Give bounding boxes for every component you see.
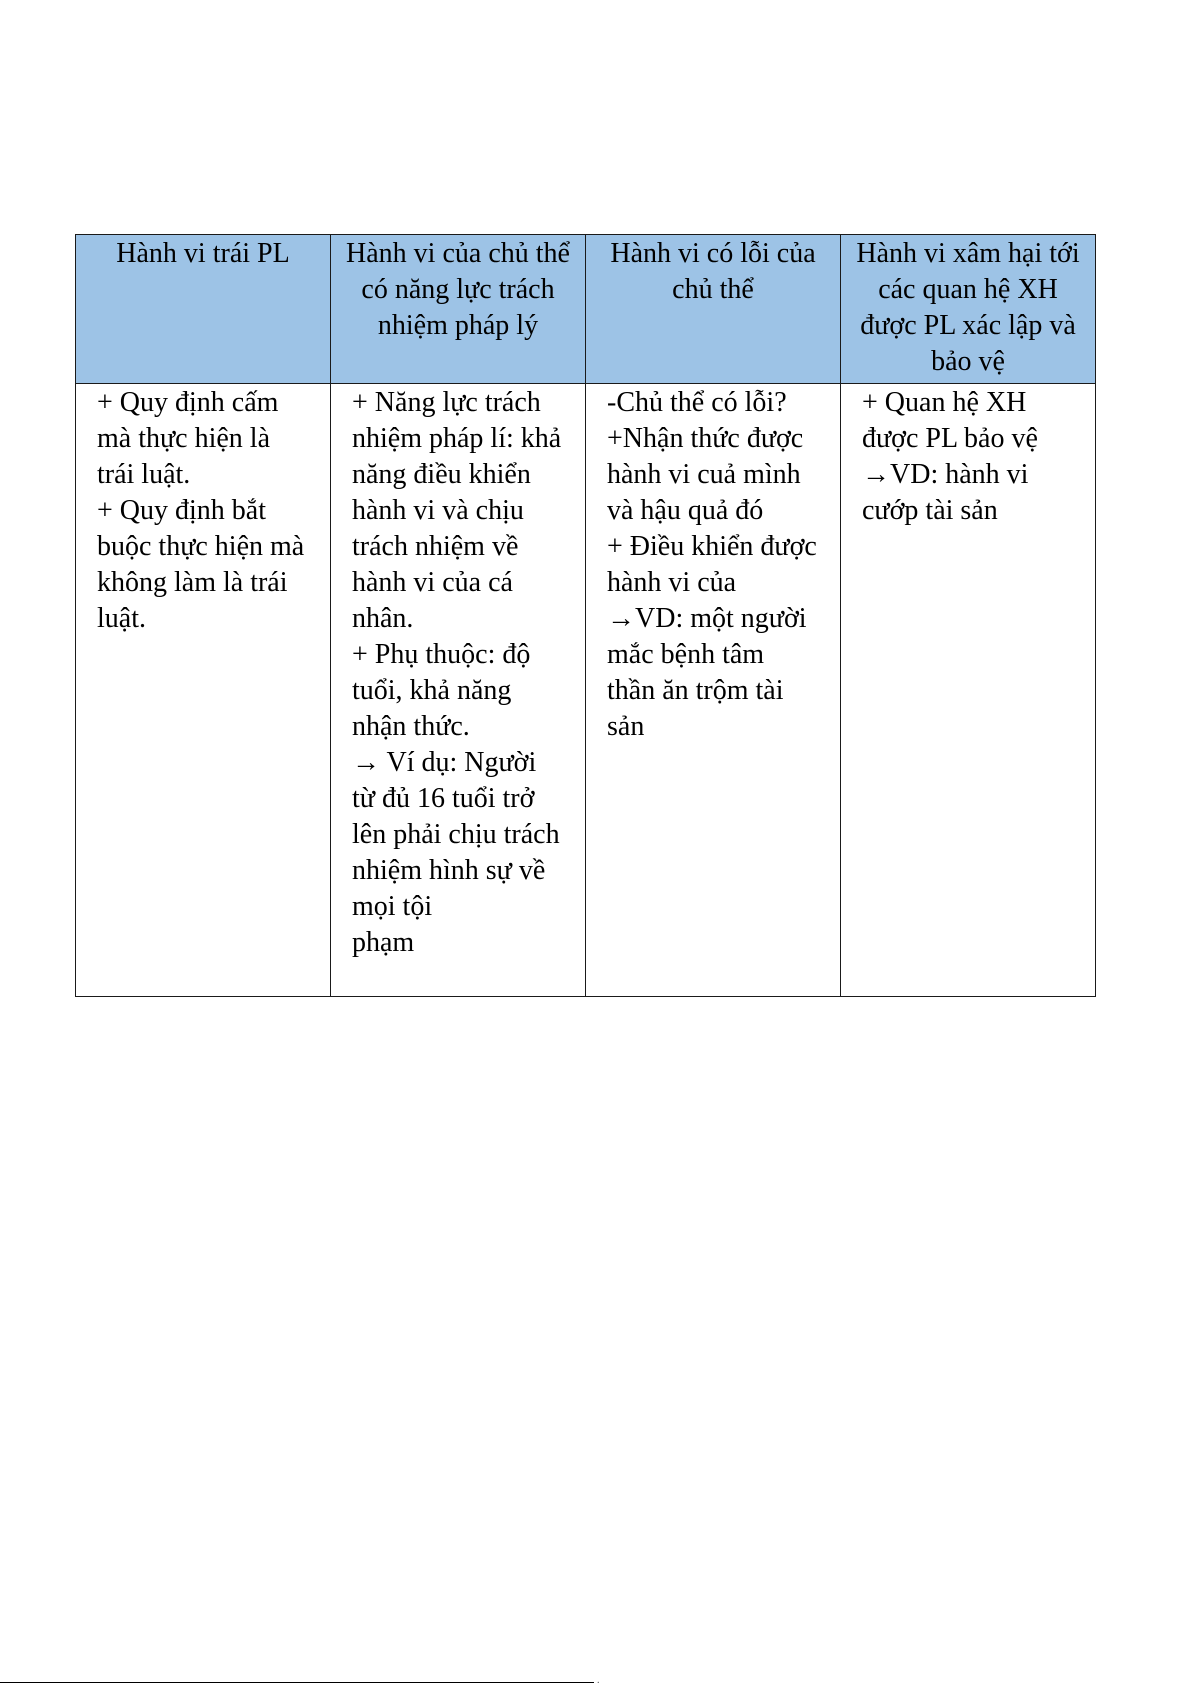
cell-text-line: -Chủ thể có lỗi? [607,387,787,418]
cell-text-line: và hậu quả đó [607,495,764,526]
body-cell-infringement [841,384,1096,997]
cell-text-line: + Quy định bắt [97,495,266,526]
cell-text-line: + Năng lực trách [352,387,541,418]
header-cell-illegal-act: Hành vi trái PL [76,235,331,384]
cell-text-line: trái luật. [97,459,191,490]
header-cell-infringement: Hành vi xâm hại tới các quan hệ XH được PL xác lập và bảo vệ [841,235,1096,384]
cell-text-line: nhận thức. [352,711,470,742]
cell-text-line: + Quan hệ XH [862,387,1027,418]
cell-text-line: mọi tội [352,891,433,922]
cell-text-line: hành vi của cá [352,567,513,598]
cell-text-line: được PL bảo vệ [862,423,1038,454]
cell-text-line: trách nhiệm về [352,531,519,562]
footer-mark: . [597,1675,600,1686]
footnote-separator-line [0,1682,594,1683]
cell-text-line: + Quy định cấm [97,387,279,418]
cell-text-line: hành vi của [607,567,737,598]
body-cell-fault [586,384,841,997]
body-cell-illegal-act [76,384,331,997]
cell-text-line: năng điều khiển [352,459,531,490]
header-cell-legal-capacity: Hành vi của chủ thể có năng lực trách nhiệm pháp lý [331,235,586,384]
cell-text-line: mắc bệnh tâm [607,639,765,670]
cell-text-line: luật. [97,603,146,634]
cell-text-line: không làm là trái [97,567,288,598]
cell-text-line: hành vi và chịu [352,495,524,526]
cell-text-line: nhân. [352,603,414,634]
cell-text-line: hành vi cuả mình [607,459,801,490]
body-cell-legal-capacity [331,384,586,997]
cell-text-line: mà thực hiện là [97,423,271,454]
cell-text-line: nhiệm hình sự về [352,855,546,886]
cell-text-line: + Phụ thuộc: độ [352,639,531,670]
cell-text-line: nhiệm pháp lí: khả [352,423,562,454]
cell-text-line: phạm [352,927,415,958]
cell-text-line: → Ví dụ: Người [352,747,537,778]
header-cell-fault: Hành vi có lỗi của chủ thể [586,235,841,384]
cell-text-line: +Nhận thức được [607,423,804,454]
cell-text-line: sản [607,711,645,742]
cell-text-line: tuổi, khả năng [352,675,512,706]
table-header-row [76,235,1096,384]
cell-text-line: lên phải chịu trách [352,819,560,850]
table-row [76,384,1096,997]
cell-text-line: thần ăn trộm tài [607,675,784,706]
cell-text-line: cướp tài sản [862,495,998,526]
cell-text-line: buộc thực hiện mà [97,531,305,562]
cell-text-line: từ đủ 16 tuổi trở [352,783,535,814]
cell-text-line: + Điều khiển được [607,531,817,562]
cell-text-line: →VD: một người [607,603,807,634]
cell-text-line: →VD: hành vi [862,459,1029,490]
legal-behavior-table [75,234,1096,997]
